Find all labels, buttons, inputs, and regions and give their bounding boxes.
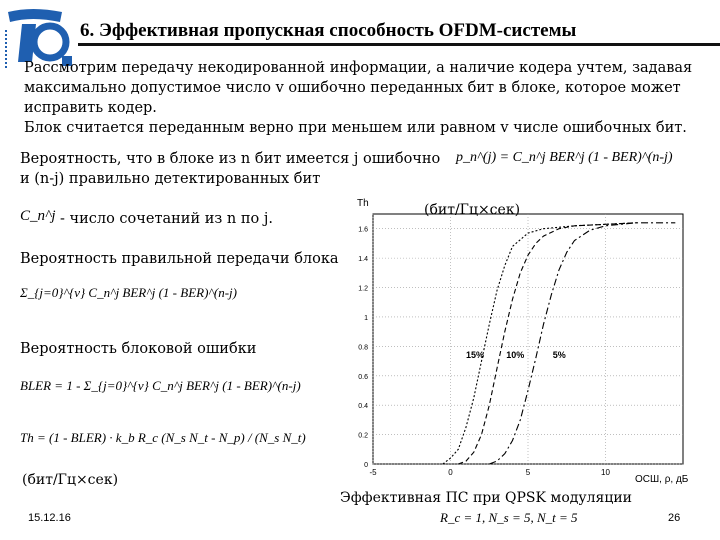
chart-grid	[373, 214, 683, 464]
chart-y-tick-label: 1.6	[358, 226, 368, 234]
chart-frame	[373, 214, 683, 464]
chart-y-tick-label: 0.4	[358, 403, 368, 411]
chart-series-line	[489, 223, 675, 464]
bler-formula: BLER = 1 - Σ_{j=0}^{v} C_n^j BER^j (1 - BER)^(n-j)	[20, 378, 301, 393]
intro-paragraph-2: Блок считается переданным верно при меньшем или равном v числе ошибочных бит.	[24, 120, 687, 136]
chart-x-axis-label: ОСШ, ρ, дБ	[635, 474, 689, 485]
chart-y-axis-label: Th	[357, 198, 369, 209]
chart-y-tick-label: 0	[364, 462, 368, 469]
chart-y-tick-label: 1	[364, 314, 368, 322]
chart-x-tick-label: -5	[369, 468, 377, 477]
chart-y-tick-label: 0.8	[358, 344, 368, 352]
chart-annotations	[466, 350, 566, 360]
chart-series-line	[458, 223, 636, 464]
chart-series	[443, 223, 676, 464]
cnj-symbol: C_n^j	[20, 208, 56, 224]
chart-y-ticks	[358, 227, 368, 469]
chart-caption: Эффективная ПС при QPSK модуляции	[340, 490, 632, 506]
probability-line-2: и (n-j) правильно детектированных бит	[20, 171, 321, 187]
throughput-formula: Th = (1 - BLER) · k_b R_c (N_s N_t - N_p) / (N_s N_t)	[20, 430, 306, 445]
chart-annotation-label: 10%	[506, 350, 525, 361]
block-correct-label: Вероятность правильной передачи блока	[20, 251, 339, 267]
intro-text	[24, 58, 714, 138]
slide-date: 15.12.16	[28, 512, 71, 524]
chart-y-tick-label: 1.4	[358, 256, 368, 264]
chart-y-tick-label: 0.2	[358, 432, 368, 440]
chart-plot-area	[373, 214, 683, 464]
chart-y-tick-label: 1.2	[358, 285, 368, 293]
throughput-chart	[343, 196, 705, 486]
combinations-text: - число сочетаний из n по j.	[60, 211, 273, 227]
chart-x-tick-label: 10	[601, 468, 610, 477]
intro-paragraph-1: Рассмотрим передачу некодированной информации, а наличие кодера учтем, задавая максимально допустимое число v ошибочно переданных бит в блоке, которое может исправить кодер.	[24, 60, 693, 116]
sum-correct-formula: Σ_{j=0}^{v} C_n^j BER^j (1 - BER)^(n-j)	[20, 285, 237, 300]
units-left-label: (бит/Гц×сек)	[22, 472, 119, 488]
pnj-formula-text: p_n^(j) = C_n^j BER^j (1 - BER)^(n-j)	[456, 150, 673, 165]
slide-page-number: 26	[668, 512, 681, 524]
chart-x-tick-label: 5	[525, 468, 531, 477]
block-error-label: Вероятность блоковой ошибки	[20, 341, 257, 357]
title-underline	[78, 43, 720, 46]
pnj-formula	[456, 150, 673, 166]
chart-params: R_c = 1, N_s = 5, N_t = 5	[440, 510, 578, 525]
chart-annotation-label: 5%	[552, 350, 566, 361]
chart-x-ticks	[369, 468, 610, 477]
slide-title: 6. Эффективная пропускная способность OFDM-системы	[80, 20, 577, 41]
chart-annotation-label: 15%	[466, 350, 485, 361]
probability-line-1: Вероятность, что в блоке из n бит имеется j ошибочно	[20, 151, 441, 167]
chart-y-tick-label: 0.6	[358, 373, 368, 381]
units-right-label: (бит/Гц×сек)	[424, 202, 521, 218]
chart-x-tick-label: 0	[448, 468, 453, 477]
